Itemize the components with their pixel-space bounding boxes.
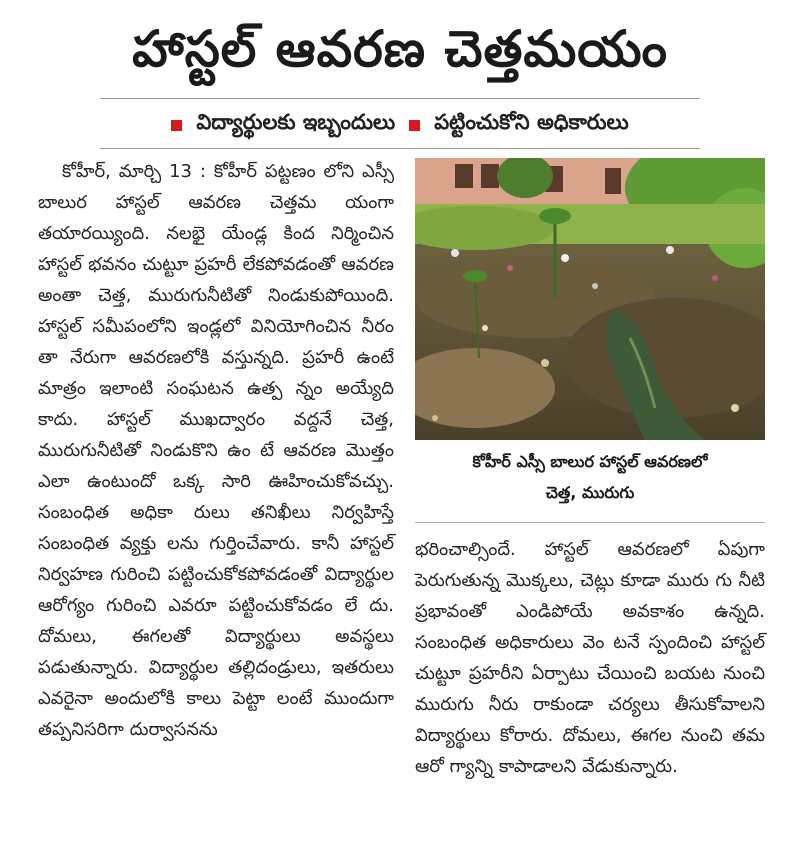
headline: హాస్టల్ ఆవరణ చెత్తమయం — [132, 20, 668, 78]
photo-caption — [415, 446, 765, 510]
article-left-column — [38, 156, 394, 745]
garbage-yard-image — [415, 158, 765, 440]
article-photo — [415, 158, 765, 440]
subheading-2: పట్టించుకోని అధికారులు — [434, 110, 629, 134]
photo-caption-line-1: కోహీర్ ఎస్సీ బాలుర హాస్టల్ ఆవరణలో — [472, 452, 708, 471]
headline-divider — [100, 98, 700, 99]
subheading-divider — [100, 148, 700, 149]
caption-divider — [415, 522, 765, 523]
subheadings — [0, 106, 800, 144]
photo-caption-line-2: చెత్త, మురుగు — [545, 483, 635, 502]
red-square-bullet-icon — [409, 120, 420, 131]
red-square-bullet-icon — [171, 120, 182, 131]
article-text-left: కోహీర్, మార్చి 13 : కోహీర్ పట్టణం లోని ఎస్సీ బాలుర హాస్టల్ ఆవరణ చెత్తమ యంగా తయారయ్యింది. నలభై యేండ్ల కింద నిర్మించిన హాస్టల్ భవనం చుట్టూ ప్రహరీ లేకపోవడంతో ఆవరణ అంతా చెత్త, మురుగునీటితో నిండుకుపోయింది. హాస్టల్ సమీపంలోని ఇండ్లలో వినియోగించిన నీరం తా నేరుగా ఆవరణలోకి వస్తున్నది. ప్రహరీ ఉంటే మాత్రం ఇలాంటి సంఘటన ఉత్ప న్నం అయ్యేది కాదు. హాస్టల్ ముఖద్వారం వద్దనే చెత్త, మురుగునీటితో నిండుకొని ఉం టే ఆవరణ మొత్తం ఎలా ఉంటుందో ఒక్క సారి ఊహించుకోవచ్చు. సంబంధిత అధికా రులు తనిఖీలు నిర్వహిస్తే సంబంధిత వ్యక్తు లను గుర్తించేవారు. కానీ హాస్టల్ నిర్వహణ గురించి పట్టించుకోకపోవడంతో విద్యార్థుల ఆరోగ్యం గురించి ఎవరూ పట్టించుకోవడం లే దు. దోమలు, ఈగలతో విద్యార్థులు అవస్థలు పడుతున్నారు. విద్యార్థుల తల్లిదండ్రులు, ఇతరులు ఎవరైనా అందులోకి కాలు పెట్టా లంటే ముందుగా తప్పనిసరిగా దుర్వాసనను — [38, 161, 394, 740]
article-right-column — [415, 534, 765, 782]
article-text-right: భరించాల్సిందే. హాస్టల్ ఆవరణలో ఏపుగా పెరుగుతున్న మొక్కలు, చెట్లు కూడా మురు గు నీటి ప్రభావంతో ఎండిపోయే అవకాశం ఉన్నది. సంబంధిత అధికారులు వెం టనే స్పందించి హాస్టల్ చుట్టూ ప్రహరీని ఏర్పాటు చేయించి బయట నుంచి మురుగు నీరు రాకుండా చర్యలు తీసుకోవాలని విద్యార్థులు కోరారు. దోమలు, ఈగల నుంచి తమ ఆరో గ్యాన్ని కాపాడాలని వేడుకున్నారు. — [415, 539, 765, 777]
subheading-1: విద్యార్థులకు ఇబ్బందులు — [196, 110, 396, 134]
